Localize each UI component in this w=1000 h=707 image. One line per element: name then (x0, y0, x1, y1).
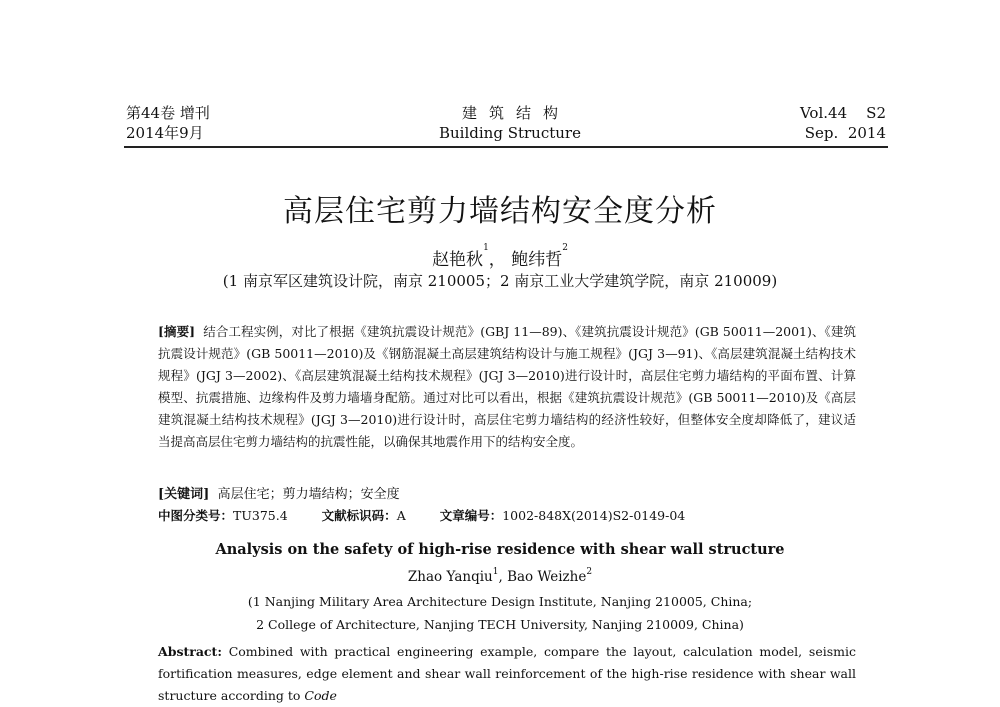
keywords-label: [关键词] (158, 487, 210, 502)
doc-code-value: A (396, 508, 406, 523)
date-cn: 2014年9月 (126, 124, 204, 142)
journal-name (400, 103, 620, 143)
author-name: 赵艳秋 (432, 250, 484, 270)
keywords (158, 483, 400, 502)
affiliation: (1 南京军区建筑设计院，南京 210005；2 南京工业大学建筑学院，南京 210009) (222, 272, 778, 290)
english-author-list (0, 569, 1000, 585)
author-separator: , (498, 569, 508, 585)
clc-label: 中图分类号： (158, 508, 234, 523)
paper-title: 高层住宅剪力墙结构安全度分析 (283, 194, 717, 229)
author-affil-mark: 2 (586, 567, 593, 577)
author-separator: ， (488, 250, 506, 270)
author-list (0, 245, 1000, 270)
author-affil-mark: 1 (483, 243, 489, 253)
classification-line (158, 506, 685, 524)
volume-issue-cn: 第44卷 增刊 (126, 104, 210, 122)
author-affil-mark: 2 (562, 243, 568, 253)
abstract-text: 结合工程实例，对比了根据《建筑抗震设计规范》(GBJ 11—89)、《建筑抗震设计规范》(GB 50011—2001)、《建筑抗震设计规范》(GB 50011—2010)及《钢筋混凝土高层建筑结构设计与施工规程》(JGJ 3—91)、《高层建筑混凝土结构技术规程》(JGJ 3—2002)、《高层建筑混凝土结构技术规程》(JGJ 3—2010)进行设计时，高层住宅剪力墙结构的平面布置、计算模型、抗震措施、边缘构件及剪力墙墙身配筋。通过对比可以看出，根据《建筑抗震设计规范》(GB 50011—2010)及《高层建筑混凝土结构技术规程》(JGJ 3—2010)进行设计时，高层住宅剪力墙结构的经济性较好，但整体安全度却降低了，建议适当提高高层住宅剪力墙结构的抗震性能，以确保其地震作用下的结构安全度。 (158, 324, 856, 449)
abstract-label: [摘要] (158, 324, 196, 339)
journal-name-en: Building Structure (439, 124, 581, 142)
volume-en: Vol.44 S2 (799, 104, 886, 122)
author-name-en: Zhao Yanqiu (407, 569, 493, 585)
clc-value: TU375.4 (233, 508, 288, 523)
author-name: 鲍纬哲 (511, 250, 563, 270)
abstract-cn (158, 321, 856, 453)
journal-name-cn: 建筑结构 (461, 104, 570, 122)
english-abstract-label: Abstract: (158, 644, 222, 659)
english-affiliation-1: (1 Nanjing Military Area Architecture Design Institute, Nanjing 210005, China; (247, 594, 753, 609)
english-abstract (158, 641, 856, 707)
english-abstract-italic: Code (304, 688, 337, 703)
journal-volume-info (800, 103, 886, 143)
english-abstract-text: Combined with practical engineering example, compare the layout, calculation model, seismic fortification measures, edge element and shear wall reinforcement of the high-rise residence with shear wall structure according to (158, 644, 856, 703)
keywords-text: 高层住宅；剪力墙结构；安全度 (217, 487, 400, 502)
doc-code-label: 文献标识码： (321, 508, 397, 523)
header-rule (124, 146, 888, 148)
author-affil-mark: 1 (492, 567, 499, 577)
article-no-label: 文章编号： (439, 508, 503, 523)
english-affiliation-2: 2 College of Architecture, Nanjing TECH University, Nanjing 210009, China) (256, 617, 744, 632)
article-no-value: 1002-848X(2014)S2-0149-04 (502, 508, 686, 523)
date-en: Sep. 2014 (804, 124, 886, 142)
author-name-en: Bao Weizhe (507, 569, 587, 585)
journal-issue-info (126, 103, 210, 143)
english-title: Analysis on the safety of high-rise residence with shear wall structure (215, 541, 785, 558)
